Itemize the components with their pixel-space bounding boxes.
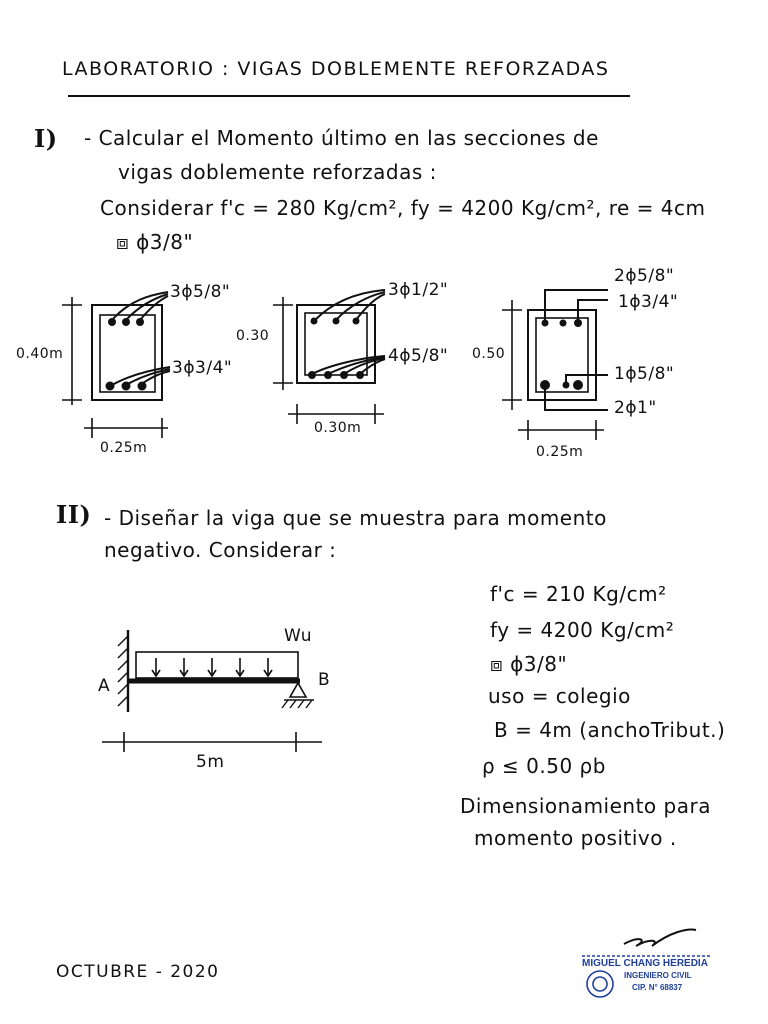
beam-elevation bbox=[102, 630, 322, 752]
section-2-line-2: negativo. Considerar : bbox=[104, 538, 337, 562]
page-title: LABORATORIO : VIGAS DOBLEMENTE REFORZADAS bbox=[62, 58, 610, 80]
support-b-label: B bbox=[318, 670, 331, 690]
section-2-number: II) bbox=[56, 500, 92, 529]
param-fc: f'c = 210 Kg/cm² bbox=[490, 582, 667, 606]
param-stirrup: ⧈ ϕ3/8" bbox=[490, 652, 568, 676]
section-1-line-2: vigas doblemente reforzadas : bbox=[118, 160, 437, 184]
stamp-name: MIGUEL CHANG HEREDIA bbox=[582, 958, 708, 969]
section-1-line-4: ⧈ ϕ3/8" bbox=[116, 230, 194, 254]
beam-3-top-label-1: 2ϕ5/8" bbox=[614, 266, 675, 286]
support-a-label: A bbox=[98, 676, 111, 696]
beam-1-bottom-label: 3ϕ3/4" bbox=[172, 358, 233, 378]
beam-3-width: 0.25m bbox=[536, 444, 584, 460]
stamp-cip: CIP. N° 68837 bbox=[632, 983, 683, 992]
section-1-line-3: Considerar f'c = 280 Kg/cm², fy = 4200 Kg/cm², re = 4cm bbox=[100, 196, 706, 220]
section-2-line-1: - Diseñar la viga que se muestra para momento bbox=[104, 506, 607, 530]
param-rho: ρ ≤ 0.50 ρb bbox=[482, 754, 606, 778]
beam-3-bottom-label-1: 1ϕ5/8" bbox=[614, 364, 675, 384]
param-fy: fy = 4200 Kg/cm² bbox=[490, 618, 675, 642]
param-dim-line-1: Dimensionamiento para bbox=[460, 794, 711, 818]
beam-3-height: 0.50 bbox=[472, 346, 506, 362]
span-label: 5m bbox=[196, 752, 225, 772]
load-label: Wu bbox=[284, 626, 312, 646]
beam-section-2 bbox=[273, 290, 385, 424]
beam-2-top-label: 3ϕ1/2" bbox=[388, 280, 449, 300]
section-1-number: I) bbox=[34, 124, 58, 153]
beam-1-top-label: 3ϕ5/8" bbox=[170, 282, 231, 302]
beam-2-width: 0.30m bbox=[314, 420, 362, 436]
engineer-stamp bbox=[578, 952, 716, 1000]
param-uso: uso = colegio bbox=[488, 684, 631, 708]
section-1-line-1: - Calcular el Momento último en las secciones de bbox=[84, 126, 599, 150]
beam-section-3 bbox=[502, 290, 608, 440]
param-dim-line-2: momento positivo . bbox=[474, 826, 677, 850]
beam-3-top-label-2: 1ϕ3/4" bbox=[618, 292, 679, 312]
beam-1-width: 0.25m bbox=[100, 440, 148, 456]
beam-2-height: 0.30 bbox=[236, 328, 270, 344]
beam-2-bottom-label: 4ϕ5/8" bbox=[388, 346, 449, 366]
beam-section-1 bbox=[62, 292, 170, 438]
footer-date: OCTUBRE - 2020 bbox=[56, 962, 220, 982]
beam-3-bottom-label-2: 2ϕ1" bbox=[614, 398, 657, 418]
signature bbox=[624, 930, 696, 946]
beam-1-height: 0.40m bbox=[16, 346, 64, 362]
stamp-title: INGENIERO CIVIL bbox=[624, 971, 692, 980]
param-b: B = 4m (anchoTribut.) bbox=[494, 718, 726, 742]
